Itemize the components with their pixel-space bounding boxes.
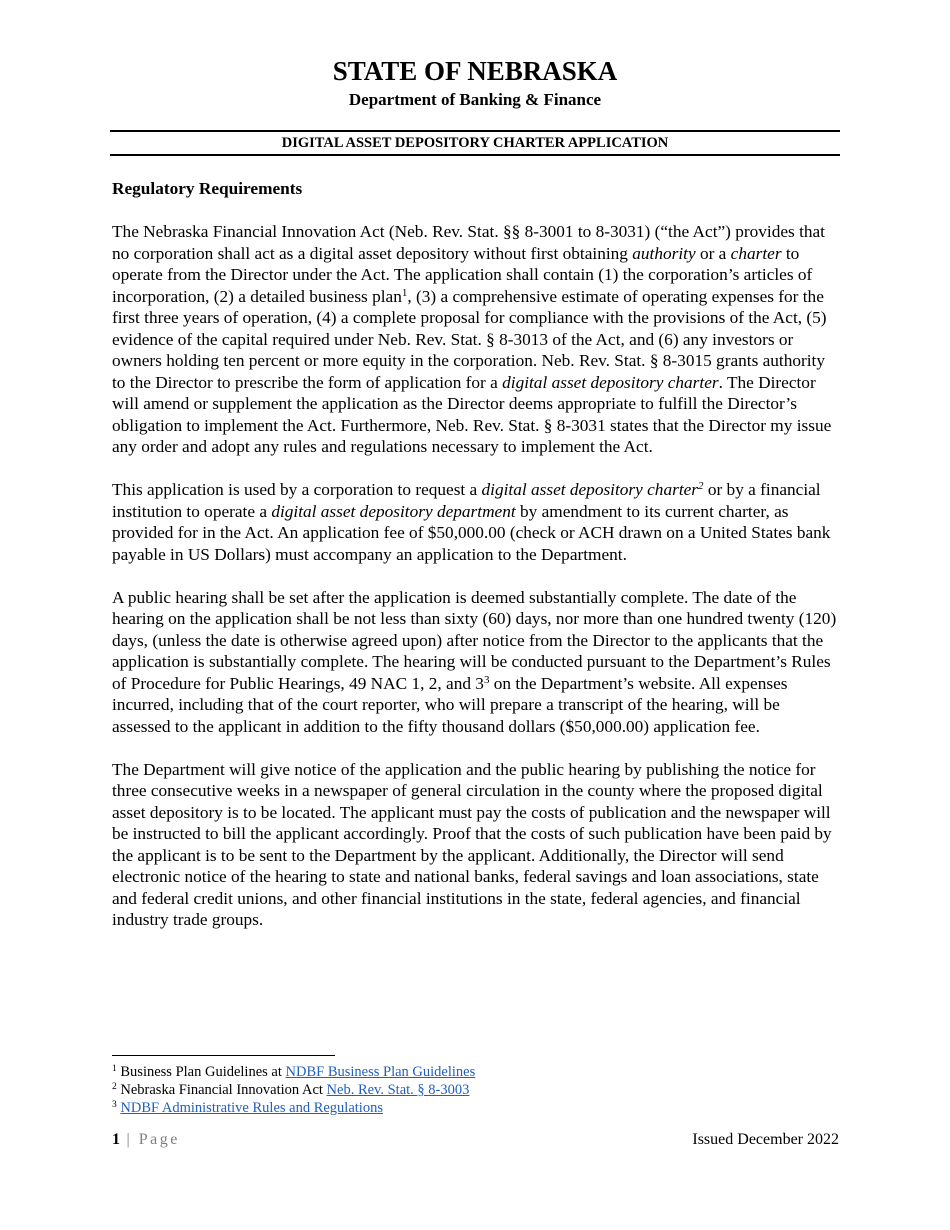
- footnote-ref-1[interactable]: 1: [401, 286, 408, 299]
- paragraph-2: This application is used by a corporation to request a digital asset depository charter$^2$ or by a financial institution to operate a digital asset depository department by amendment to its current charter, as provided for in the Act. An application fee of $50,000.00 (check or ACH drawn on a United States bank payable in US Dollars) must accompany an application to the Department.: [112, 480, 831, 564]
- form-banner: DIGITAL ASSET DEPOSITORY CHARTER APPLICATION: [110, 130, 840, 156]
- paragraph-4: The Department will give notice of the application and the public hearing by publishing the notice for three consecutive weeks in a newspaper of general circulation in the county where the proposed digital asset depository is to be located. The applicant must pay the costs of publication and the newspaper will be instructed to bill the applicant accordingly. Proof that the costs of such publication have been paid by the applicant is to be sent to the Department by the applicant. Additionally, the Director will send electronic notice of the hearing to state and national banks, federal savings and loan associations, state and federal credit unions, and other financial institutions in the state, federal agencies, and financial industry trade groups.: [112, 759, 832, 929]
- footnote-ref-3[interactable]: 3: [483, 673, 490, 686]
- paragraph-3: A public hearing shall be set after the application is deemed substantially complete. The date of the hearing on the application shall be not less than sixty (60) days, nor more than one hundred twenty (120) days, (unless the date is otherwise agreed upon) after notice from the Director to the applicants that the application is substantially complete. The hearing will be conducted pursuant to the Department’s Rules of Procedure for Public Hearings, 49 NAC 1, 2, and $3^3$ on the Department’s website. All expenses incurred, including that of the court reporter, who will prepare a transcript of the hearing, will be assessed to the applicant in addition to the fifty thousand dollars ($50,000.00) application fee.: [112, 587, 837, 736]
- business-plan-guidelines-link[interactable]: NDBF Business Plan Guidelines: [285, 1064, 476, 1080]
- footnote-divider: [112, 1055, 335, 1056]
- page-number: 1 | Page: [112, 1131, 180, 1148]
- issue-date: Issued December 2022: [692, 1131, 839, 1148]
- footnote-2: $^2$ Nebraska Financial Innovation Act Neb. Rev. Stat. § 8-3003: [112, 1082, 470, 1098]
- footnotes: [112, 1063, 812, 1117]
- section-heading: Regulatory Requirements: [112, 179, 303, 198]
- page-title: STATE OF NEBRASKA: [332, 56, 618, 86]
- statute-8-3003-link[interactable]: Neb. Rev. Stat. § 8-3003: [326, 1082, 470, 1098]
- body-content: [112, 178, 840, 952]
- administrative-rules-link[interactable]: NDBF Administrative Rules and Regulations: [120, 1100, 383, 1116]
- footnote-ref-2[interactable]: 2: [698, 480, 704, 492]
- footnote-1: $^1$ Business Plan Guidelines at NDBF Business Plan Guidelines: [112, 1064, 476, 1080]
- footnote-3: $^3$ NDBF Administrative Rules and Regulations: [112, 1100, 383, 1116]
- paragraph-1: The Nebraska Financial Innovation Act (Neb. Rev. Stat. §§ 8-3001 to 8-3031) (“the Act”) provides that no corporation shall act as a digital asset depository without first obtaining authority or a charter to operate from the Director under the Act. The application shall contain (1) the corporation’s articles of incorporation, (2) a detailed business plan$^1$, (3) a comprehensive estimate of operating expenses for the first three years of operation, (4) a complete proposal for compliance with the provisions of the Act, (5) evidence of the capital required under Neb. Rev. Stat. § 8-3013 of the Act, and (6) any investors or owners holding ten percent or more equity in the corporation. Neb. Rev. Stat. § 8-3015 grants authority to the Director to prescribe the form of application for a digital asset depository charter. The Director will amend or supplement the application as the Director deems appropriate to fulfill the Director’s obligation to implement the Act. Furthermore, Neb. Rev. Stat. § 8-3031 states that the Director my issue any order and adopt any rules and regulations necessary to implement the Act.: [112, 222, 832, 456]
- department-name: Department of Banking & Finance: [348, 90, 602, 109]
